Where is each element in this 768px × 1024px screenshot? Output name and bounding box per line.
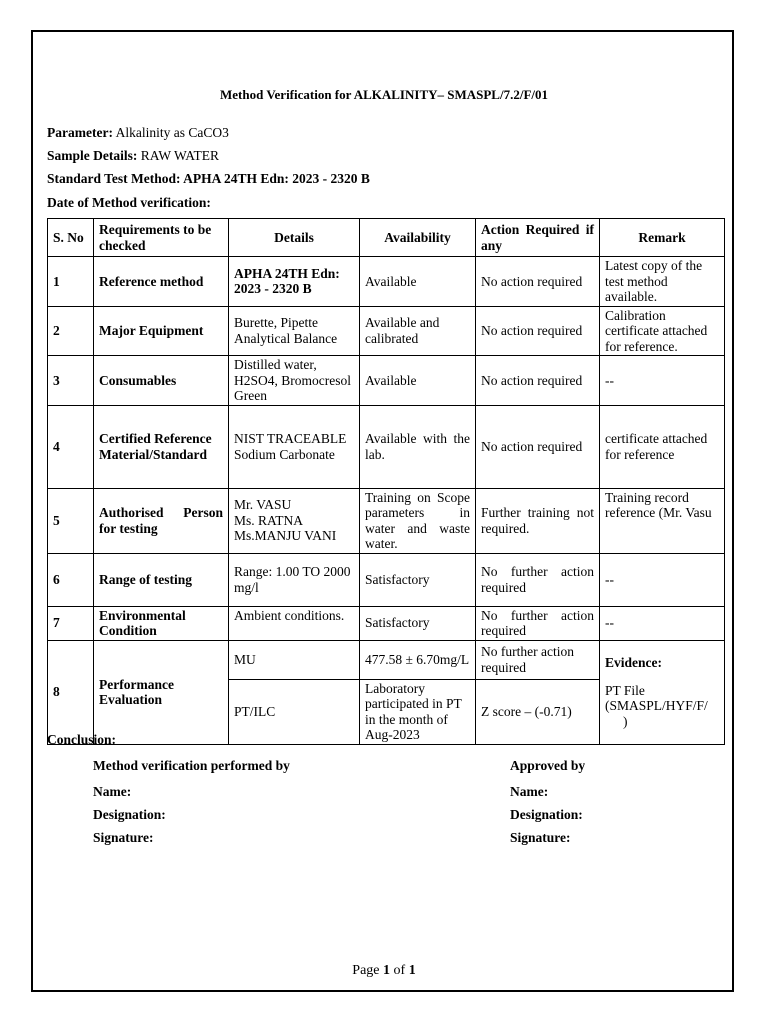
table-row	[48, 640, 725, 679]
row-details: Range: 1.00 TO 2000 mg/l	[229, 553, 360, 606]
date-of-verification-label: Date of Method verification:	[47, 195, 211, 210]
row-availability: Available	[360, 356, 476, 406]
table-row	[48, 356, 725, 406]
header-remark: Remark	[600, 219, 725, 257]
row-details-mu: MU	[229, 640, 360, 679]
date-of-verification-line	[47, 195, 211, 211]
row-sno: 8	[48, 640, 94, 744]
row-availability-mu: 477.58 ± 6.70mg/L	[360, 640, 476, 679]
evidence-title: Evidence:	[605, 655, 662, 670]
row-details: Ambient conditions.	[229, 606, 360, 640]
page-current: 1	[383, 963, 391, 978]
performed-by-signature-label: Signature:	[93, 830, 154, 845]
approved-by-heading: Approved by	[510, 758, 586, 773]
row-action: No action required	[476, 405, 600, 488]
row-sno: 1	[48, 257, 94, 307]
row-details: Distilled water, H2SO4, Bromocresol Green	[229, 356, 360, 406]
header-sno: S. No	[48, 219, 94, 257]
row-action: No further action required	[476, 606, 600, 640]
parameter-label: Parameter:	[47, 125, 113, 140]
row-availability: Available	[360, 257, 476, 307]
standard-test-method-label: Standard Test Method: APHA 24TH Edn: 2023 - 2320 B	[47, 171, 370, 186]
row-details-pt: PT/ILC	[229, 679, 360, 744]
row-sno: 2	[48, 306, 94, 356]
row-requirement: Range of testing	[94, 553, 229, 606]
row-requirement: Major Equipment	[94, 306, 229, 356]
row-sno: 5	[48, 488, 94, 553]
row-details: APHA 24TH Edn: 2023 - 2320 B	[229, 257, 360, 307]
row-remark: Calibration certificate attached for reference.	[600, 306, 725, 356]
row-requirement: Consumables	[94, 356, 229, 406]
row-availability: Satisfactory	[360, 553, 476, 606]
row-remark: --	[600, 606, 725, 640]
performed-by-name-label: Name:	[93, 784, 132, 799]
document-title: Method Verification for ALKALINITY– SMASPL/7.2/F/01	[219, 87, 549, 102]
page-total: 1	[408, 963, 416, 978]
row-action: No action required	[476, 356, 600, 406]
row-availability-pt: Laboratory participated in PT in the month of Aug-2023	[360, 679, 476, 744]
row-action: No further action required	[476, 553, 600, 606]
row-availability: Available with the lab.	[360, 405, 476, 488]
authorised-person: Ms.MANJU VANI	[234, 528, 337, 544]
row-requirement: Authorised Person for testing	[94, 488, 229, 553]
verification-table	[47, 218, 725, 745]
sample-details-label: Sample Details:	[47, 148, 138, 163]
performed-by-heading: Method verification performed by	[93, 758, 290, 773]
row-action: Further training not required.	[476, 488, 600, 553]
row-requirement: Certified Reference Material/Standard	[94, 405, 229, 488]
table-row	[48, 257, 725, 307]
row-requirement: Environmental Condition	[94, 606, 229, 640]
header-details: Details	[229, 219, 360, 257]
row-details	[229, 488, 360, 553]
row-sno: 7	[48, 606, 94, 640]
authorised-person: Ms. RATNA	[234, 512, 304, 528]
authorised-person: Mr. VASU	[234, 497, 292, 513]
row-remark: --	[600, 553, 725, 606]
conclusion-label: Conclusion:	[47, 732, 117, 747]
table-row	[48, 553, 725, 606]
page-prefix: Page	[352, 963, 384, 978]
standard-test-method-line	[47, 171, 370, 187]
row-sno: 3	[48, 356, 94, 406]
row-remark: certificate attached for reference	[600, 405, 725, 488]
row-sno: 4	[48, 405, 94, 488]
approved-by-designation-label: Designation:	[510, 807, 583, 822]
row-availability: Satisfactory	[360, 606, 476, 640]
table-header-row	[48, 219, 725, 257]
table-row	[48, 306, 725, 356]
approved-by-name-label: Name:	[510, 784, 549, 799]
header-action: Action Required if any	[476, 219, 600, 257]
header-availability: Availability	[360, 219, 476, 257]
row-action-pt: Z score – (-0.71)	[476, 679, 600, 744]
evidence-tail: )	[623, 713, 628, 729]
row-availability: Training on Scope parameters in water and waste water.	[360, 488, 476, 553]
row-requirement: Reference method	[94, 257, 229, 307]
row-details: Burette, Pipette Analytical Balance	[229, 306, 360, 356]
parameter-value: Alkalinity as CaCO3	[112, 125, 229, 140]
table-row	[48, 488, 725, 553]
row-requirement: Performance Evaluation	[94, 640, 229, 744]
page-number	[0, 963, 768, 979]
evidence-body: PT File (SMASPL/HYF/F/	[605, 682, 708, 713]
row-details: NIST TRACEABLE Sodium Carbonate	[229, 405, 360, 488]
approved-by-signature-label: Signature:	[510, 830, 571, 845]
page-of: of	[390, 963, 409, 978]
header-requirements: Requirements to be checked	[94, 219, 229, 257]
row-sno: 6	[48, 553, 94, 606]
parameter-line	[47, 125, 229, 141]
row-remark: Latest copy of the test method available.	[600, 257, 725, 307]
table-row	[48, 405, 725, 488]
row-remark-evidence	[600, 640, 725, 744]
row-remark: --	[600, 356, 725, 406]
sample-details-line	[47, 148, 219, 164]
performed-by-designation-label: Designation:	[93, 807, 166, 822]
sample-details-value: RAW WATER	[137, 148, 220, 163]
row-action-mu: No further action required	[476, 640, 600, 679]
row-availability: Available and calibrated	[360, 306, 476, 356]
row-action: No action required	[476, 257, 600, 307]
table-row	[48, 606, 725, 640]
row-remark: Training record reference (Mr. Vasu	[600, 488, 725, 553]
row-action: No action required	[476, 306, 600, 356]
